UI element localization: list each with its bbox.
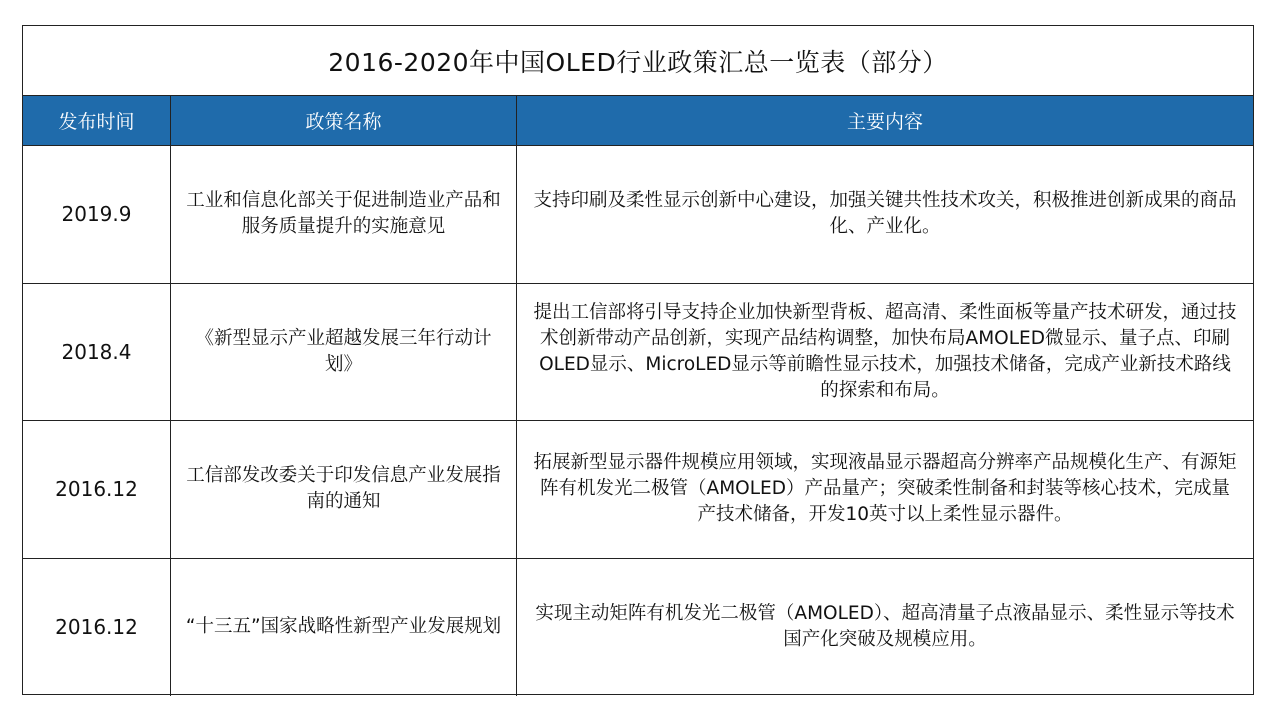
table-row: [23, 421, 1253, 559]
row-date: 2016.12: [23, 421, 171, 558]
header-date: 发布时间: [23, 96, 171, 145]
row-policy-name: [171, 146, 517, 283]
row-main-content-text: 支持印刷及柔性显示创新中心建设，加强关键共性技术攻关，积极推进创新成果的商品化、产业化。: [533, 190, 1237, 238]
policy-table: [22, 25, 1254, 695]
row-date: 2018.4: [23, 284, 171, 421]
row-policy-name-text: 工业和信息化部关于促进制造业产品和服务质量提升的实施意见: [186, 190, 501, 238]
row-policy-name-text: 工信部发改委关于印发信息产业发展指南的通知: [186, 465, 501, 513]
row-main-content-text: 实现主动矩阵有机发光二极管（AMOLED）、超高清量子点液晶显示、柔性显示等技术国产化突破及规模应用。: [535, 603, 1235, 651]
header-policy-name: 政策名称: [171, 96, 517, 145]
row-main-content: [517, 146, 1253, 283]
row-main-content: [517, 284, 1253, 421]
row-date: 2016.12: [23, 559, 171, 697]
row-main-content: [517, 421, 1253, 558]
row-policy-name: [171, 284, 517, 421]
row-main-content-text: 拓展新型显示器件规模应用领域，实现液晶显示器超高分辨率产品规模化生产、有源矩阵有机发光二极管（AMOLED）产品量产；突破柔性制备和封装等核心技术，完成量产技术储备，开发10英寸以上柔性显示器件。: [533, 452, 1237, 526]
table-header-row: [23, 96, 1253, 146]
table-row: [23, 284, 1253, 422]
row-date: 2019.9: [23, 146, 171, 283]
row-main-content-text: 提出工信部将引导支持企业加快新型背板、超高清、柔性面板等量产技术研发，通过技术创新带动产品创新，实现产品结构调整，加快布局AMOLED微显示、量子点、印刷OLED显示、MicroLED显示等前瞻性显示技术，加强技术储备，完成产业新技术路线的探索和布局。: [533, 301, 1237, 401]
row-main-content: [517, 559, 1253, 697]
table-row: [23, 146, 1253, 284]
table-row: [23, 559, 1253, 697]
row-policy-name-text: 《新型显示产业超越发展三年行动计划》: [195, 327, 492, 375]
row-policy-name-text: “十三五”国家战略性新型产业发展规划: [185, 616, 502, 638]
row-policy-name: [171, 421, 517, 558]
header-main-content: 主要内容: [846, 111, 923, 133]
row-policy-name: [171, 559, 517, 697]
table-title: 2016-2020年中国OLED行业政策汇总一览表（部分）: [23, 26, 1253, 96]
